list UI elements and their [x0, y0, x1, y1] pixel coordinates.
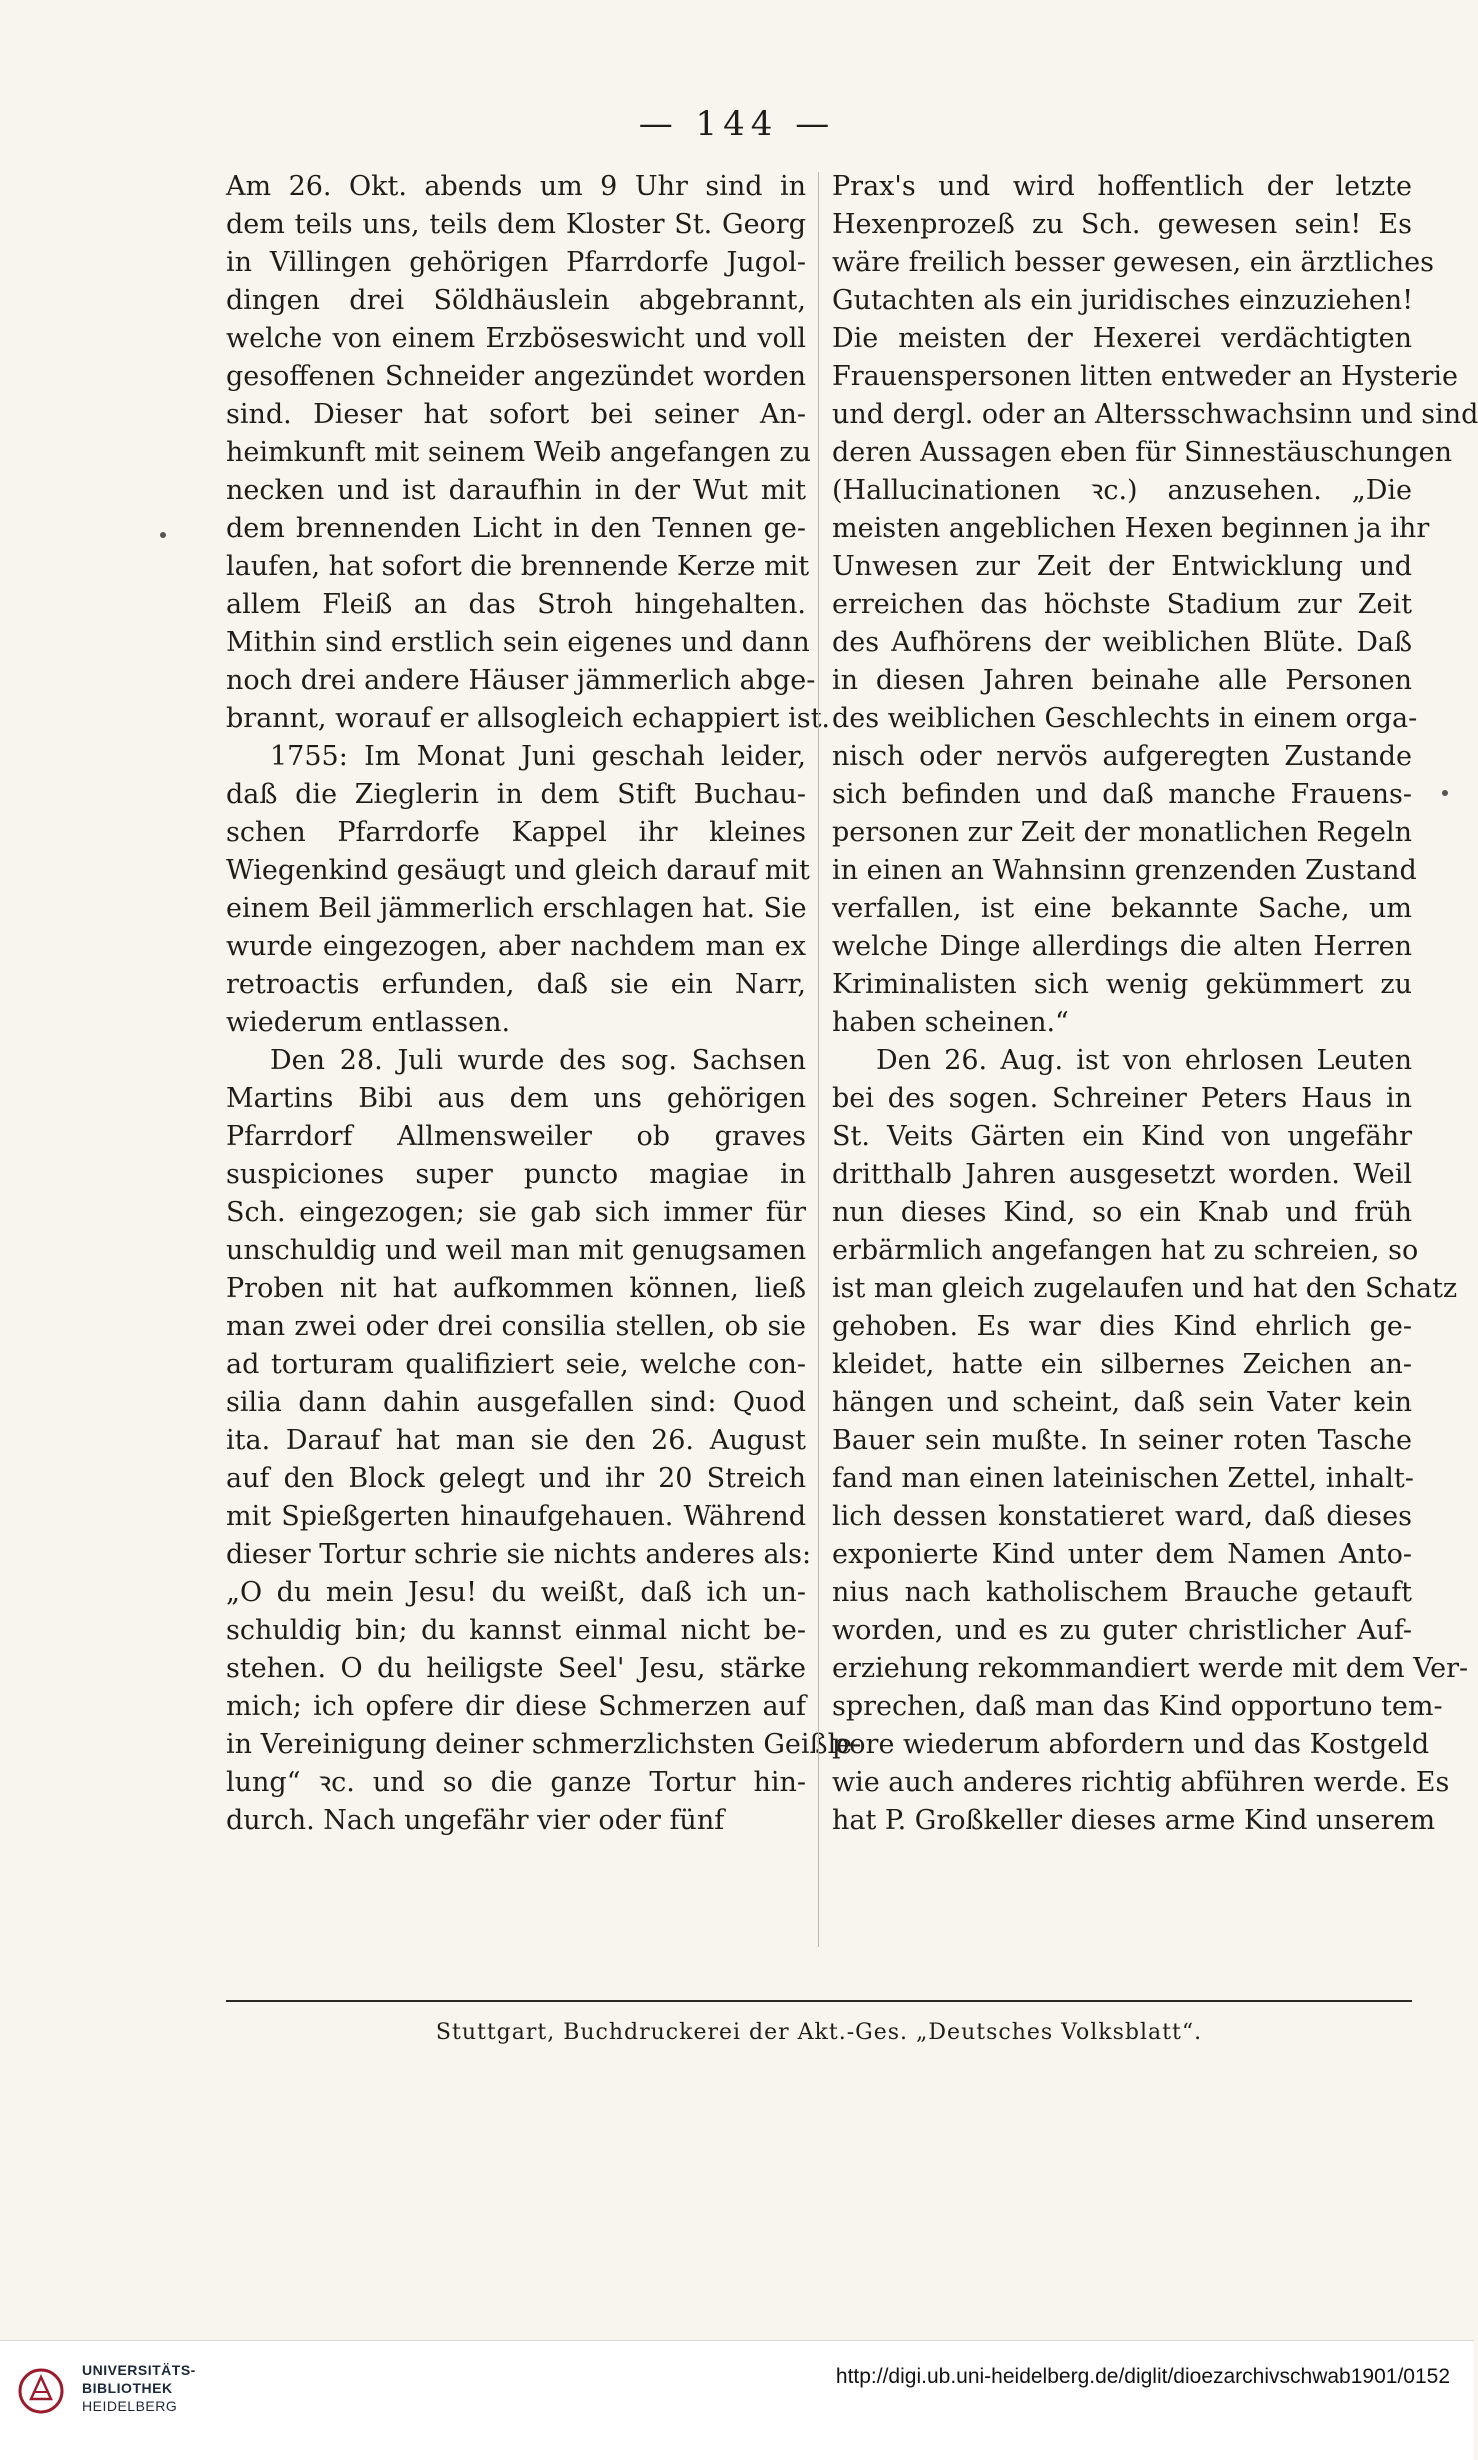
text-line: kleidet, hatte ein silbernes Zeichen an-: [832, 1349, 1412, 1380]
text-line: Hexenprozeß zu Sch. gewesen sein! Es: [832, 209, 1412, 240]
text-line: Sch. eingezogen; sie gab sich immer für: [226, 1197, 806, 1228]
library-footer-bar: [0, 2340, 1474, 2460]
text-line: Den 28. Juli wurde des sog. Sachsen: [270, 1045, 806, 1076]
text-line: nius nach katholischem Brauche getauft: [832, 1577, 1412, 1608]
text-line: exponierte Kind unter dem Namen Anto-: [832, 1539, 1412, 1570]
text-line: laufen, hat sofort die brennende Kerze mit: [226, 551, 810, 582]
text-line: hängen und scheint, daß sein Vater kein: [832, 1387, 1412, 1418]
text-line: lich dessen konstatieret ward, daß dieses: [832, 1501, 1412, 1532]
text-line: durch. Nach ungefähr vier oder fünf: [226, 1805, 725, 1836]
footer-rule: [226, 2000, 1412, 2002]
column-divider: [818, 172, 819, 1947]
text-line: auf den Block gelegt und ihr 20 Streich: [226, 1463, 806, 1494]
text-line: worden, und es zu guter christlicher Auf-: [832, 1615, 1412, 1646]
text-line: Unwesen zur Zeit der Entwicklung und: [832, 551, 1412, 582]
text-line: Kriminalisten sich wenig gekümmert zu: [832, 969, 1412, 1000]
right-text-column: [832, 168, 1478, 1840]
text-line: hat P. Großkeller dieses arme Kind unserem: [832, 1805, 1436, 1836]
text-line: einem Beil jämmerlich erschlagen hat. Sie: [226, 893, 807, 924]
logo-line-2: BIBLIOTHEK: [82, 2380, 173, 2396]
text-line: Am 26. Okt. abends um 9 Uhr sind in: [226, 171, 806, 202]
text-line: retroactis erfunden, daß sie ein Narr,: [226, 969, 806, 1000]
text-line: dem brennenden Licht in den Tennen ge-: [226, 513, 806, 544]
text-line: Wiegenkind gesäugt und gleich darauf mit: [226, 855, 810, 886]
text-line: in Vereinigung deiner schmerzlichsten Geißle-: [226, 1729, 862, 1760]
text-line: fand man einen lateinischen Zettel, inhalt-: [832, 1463, 1414, 1494]
text-line: suspiciones super puncto magiae in: [226, 1159, 806, 1190]
text-line: erbärmlich angefangen hat zu schreien, so: [832, 1235, 1419, 1266]
text-line: wiederum entlassen.: [226, 1007, 511, 1038]
logo-line-3: HEIDELBERG: [82, 2398, 178, 2414]
text-line: Gutachten als ein juridisches einzuziehen!: [832, 285, 1414, 316]
page-number-header: — 144 —: [638, 104, 836, 144]
text-line: nun dieses Kind, so ein Knab und früh: [832, 1197, 1412, 1228]
text-line: erreichen das höchste Stadium zur Zeit: [832, 589, 1412, 620]
permalink-url[interactable]: http://digi.ub.uni-heidelberg.de/diglit/dioezarchivschwab1901/0152: [835, 2365, 1450, 2388]
text-line: Mithin sind erstlich sein eigenes und dann: [226, 627, 810, 658]
text-line: und dergl. oder an Altersschwachsinn und sind: [832, 399, 1478, 430]
text-line: Prax's und wird hoffentlich der letzte: [832, 171, 1412, 202]
text-line: deren Aussagen eben für Sinnestäuschungen: [832, 437, 1453, 468]
printer-colophon: Stuttgart, Buchdruckerei der Akt.-Ges. „Deutsches Volksblatt“.: [435, 2020, 1203, 2045]
text-line: haben scheinen.“: [832, 1007, 1069, 1038]
text-line: wurde eingezogen, aber nachdem man ex: [226, 931, 806, 962]
text-line: in Villingen gehörigen Pfarrdorfe Jugol-: [226, 247, 806, 278]
text-line: erziehung rekommandiert werde mit dem Ver-: [832, 1653, 1469, 1684]
text-line: ad torturam qualifiziert seie, welche con-: [226, 1349, 806, 1380]
text-line: in einen an Wahnsinn grenzenden Zustand: [832, 855, 1417, 886]
text-line: mit Spießgerten hinaufgehauen. Während: [226, 1501, 806, 1532]
text-line: gesoffenen Schneider angezündet worden: [226, 361, 806, 392]
text-line: Die meisten der Hexerei verdächtigten: [832, 323, 1412, 354]
logo-line-1: UNIVERSITÄTS-: [82, 2362, 196, 2378]
text-line: nisch oder nervös aufgeregten Zustande: [832, 741, 1412, 772]
text-line: Frauenspersonen litten entweder an Hysterie: [832, 361, 1459, 392]
text-line: schuldig bin; du kannst einmal nicht be-: [226, 1615, 806, 1646]
text-line: sind. Dieser hat sofort bei seiner An-: [226, 399, 806, 430]
text-line: allem Fleiß an das Stroh hingehalten.: [226, 589, 806, 620]
text-line: necken und ist daraufhin in der Wut mit: [226, 475, 806, 506]
text-line: Pfarrdorf Allmensweiler ob graves: [226, 1121, 806, 1152]
margin-mark: [160, 532, 166, 538]
text-line: gehoben. Es war dies Kind ehrlich ge-: [832, 1311, 1412, 1342]
text-line: wäre freilich besser gewesen, ein ärztliches: [832, 247, 1435, 278]
text-line: brannt, worauf er allsogleich echappiert ist.: [226, 703, 831, 734]
text-line: des weiblichen Geschlechts in einem orga-: [832, 703, 1418, 734]
text-line: dingen drei Söldhäuslein abgebrannt,: [226, 285, 806, 316]
text-line: verfallen, ist eine bekannte Sache, um: [832, 893, 1412, 924]
text-line: ist man gleich zugelaufen und hat den Schatz: [832, 1273, 1458, 1304]
text-line: Den 26. Aug. ist von ehrlosen Leuten: [876, 1045, 1412, 1076]
text-line: pore wiederum abfordern und das Kostgeld: [832, 1729, 1430, 1760]
text-line: noch drei andere Häuser jämmerlich abge-: [226, 665, 816, 696]
text-line: Bauer sein mußte. In seiner roten Tasche: [832, 1425, 1412, 1456]
text-line: (Hallucinationen ꝛc.) anzusehen. „Die: [832, 475, 1412, 506]
text-line: schen Pfarrdorfe Kappel ihr kleines: [226, 817, 806, 848]
text-line: St. Veits Gärten ein Kind von ungefähr: [832, 1121, 1412, 1152]
text-line: daß die Zieglerin in dem Stift Buchau-: [226, 779, 806, 810]
text-line: in diesen Jahren beinahe alle Personen: [832, 665, 1412, 696]
library-logo-text: [82, 2361, 196, 2415]
text-line: man zwei oder drei consilia stellen, ob sie: [226, 1311, 806, 1342]
text-line: personen zur Zeit der monatlichen Regeln: [832, 817, 1412, 848]
text-line: bei des sogen. Schreiner Peters Haus in: [832, 1083, 1412, 1114]
text-line: Proben nit hat aufkommen können, ließ: [226, 1273, 806, 1304]
text-line: stehen. O du heiligste Seel' Jesu, stärke: [226, 1653, 806, 1684]
text-line: wie auch anderes richtig abführen werde. Es: [832, 1767, 1450, 1798]
margin-mark: [1442, 790, 1448, 796]
text-line: mich; ich opfere dir diese Schmerzen auf: [226, 1691, 806, 1722]
text-line: silia dann dahin ausgefallen sind: Quod: [226, 1387, 806, 1418]
text-line: heimkunft mit seinem Weib angefangen zu: [226, 437, 811, 468]
left-text-column: [226, 168, 862, 1840]
text-line: welche von einem Erzböseswicht und voll: [226, 323, 806, 354]
text-line: lung“ ꝛc. und so die ganze Tortur hin-: [226, 1767, 806, 1798]
text-line: meisten angeblichen Hexen beginnen ja ihr: [832, 513, 1430, 544]
text-line: 1755: Im Monat Juni geschah leider,: [270, 741, 806, 772]
text-line: ita. Darauf hat man sie den 26. August: [226, 1425, 806, 1456]
text-line: welche Dinge allerdings die alten Herren: [832, 931, 1412, 962]
text-line: des Aufhörens der weiblichen Blüte. Daß: [832, 627, 1412, 658]
text-line: dem teils uns, teils dem Kloster St. Georg: [226, 209, 806, 240]
text-line: sprechen, daß man das Kind opportuno tem-: [832, 1691, 1443, 1722]
text-line: Martins Bibi aus dem uns gehörigen: [226, 1083, 806, 1114]
text-line: „O du mein Jesu! du weißt, daß ich un-: [226, 1577, 806, 1608]
university-seal-icon: [18, 2361, 64, 2421]
text-line: dieser Tortur schrie sie nichts anderes als:: [226, 1539, 812, 1570]
text-line: sich befinden und daß manche Frauens-: [832, 779, 1412, 810]
text-line: unschuldig und weil man mit genugsamen: [226, 1235, 807, 1266]
text-line: dritthalb Jahren ausgesetzt worden. Weil: [832, 1159, 1412, 1190]
